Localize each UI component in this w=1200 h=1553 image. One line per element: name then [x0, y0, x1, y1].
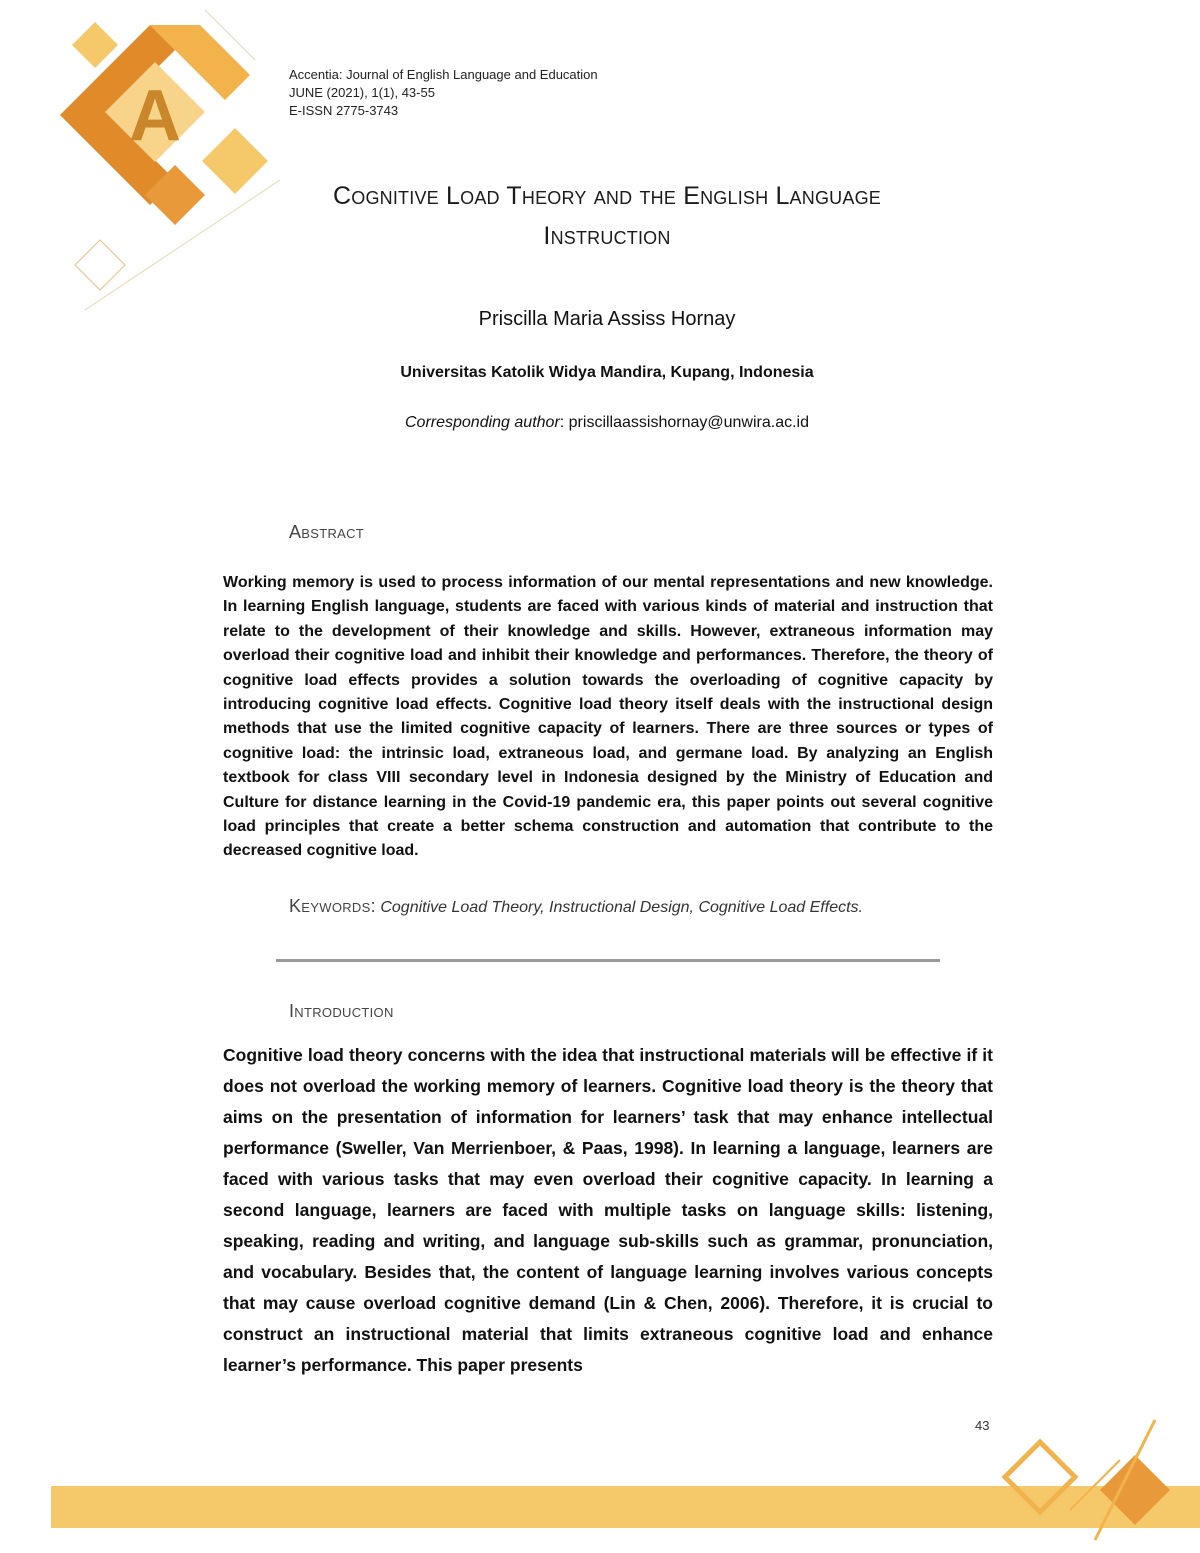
- journal-issue: JUNE (2021), 1(1), 43-55: [289, 85, 435, 100]
- logo-diamonds: [60, 10, 280, 310]
- corresponding-email[interactable]: priscillaassishornay@unwira.ac.id: [568, 414, 809, 431]
- abstract-body: Working memory is used to process information of our mental representations and new knowledge. In learning English language, students are faced with various kinds of material and instruction that relate to the development of their knowledge and skills. However, extraneous information may overload their cognitive load and inhibit their knowledge and performances. Therefore, the theory of cognitive load effects provides a solution towards the overloading of cognitive capacity by introducing cognitive load effects. Cognitive load theory itself deals with the instructional design methods that use the limited cognitive capacity of learners. There are three sources or types of cognitive load: the intrinsic load, extraneous load, and germane load. By analyzing an English textbook for class VIII secondary level in Indonesia designed by the Ministry of Education and Culture for distance learning in the Covid-19 pandemic era, this paper points out several cognitive load principles that create a better schema construction and automation that contribute to the decreased cognitive load.: [223, 574, 993, 860]
- paper-title-line-2: Instruction: [543, 222, 671, 250]
- introduction-body: Cognitive load theory concerns with the idea that instructional materials will be effective if it does not overload the working memory of learners. Cognitive load theory is the theory that aims on the presentation of information for learners’ task that may enhance intellectual performance (Sweller, Van Merrienboer, & Paas, 1998). In learning a language, learners are faced with various tasks that may even overload their cognitive capacity. In learning a second language, learners are faced with multiple tasks on language skills: listening, speaking, reading and writing, and language sub-skills such as grammar, pronunciation, and vocabulary. Besides that, the content of language learning involves various concepts that may cause overload cognitive demand (Lin & Chen, 2006). Therefore, it is crucial to construct an instructional material that limits extraneous cognitive load and enhance learner’s performance. This paper presents: [223, 1045, 993, 1375]
- introduction-heading: Introduction: [289, 1001, 394, 1021]
- page-number: 43: [975, 1418, 990, 1433]
- keywords: [289, 896, 863, 917]
- footer-bar: [51, 1486, 1200, 1528]
- paper-title-line-1: Cognitive Load Theory and the English Language: [333, 182, 881, 210]
- section-divider: [276, 959, 940, 962]
- journal-issn: E-ISSN 2775-3743: [289, 103, 399, 118]
- corresponding-label: Corresponding author: [405, 414, 560, 431]
- abstract-heading: Abstract: [289, 522, 365, 542]
- journal-name: Accentia: Journal of English Language and Education: [289, 67, 598, 82]
- keywords-label: Keywords:: [289, 896, 376, 916]
- logo-letter: A: [129, 76, 181, 156]
- corresponding-separator: :: [559, 414, 569, 431]
- footer-band: [0, 1400, 1200, 1553]
- keywords-values: Cognitive Load Theory, Instructional Design, Cognitive Load Effects.: [380, 899, 863, 916]
- journal-logo: [0, 0, 300, 320]
- corresponding-author: [240, 414, 974, 432]
- author-name: Priscilla Maria Assiss Hornay: [478, 308, 736, 330]
- author-affiliation: Universitas Katolik Widya Mandira, Kupang, Indonesia: [400, 364, 814, 381]
